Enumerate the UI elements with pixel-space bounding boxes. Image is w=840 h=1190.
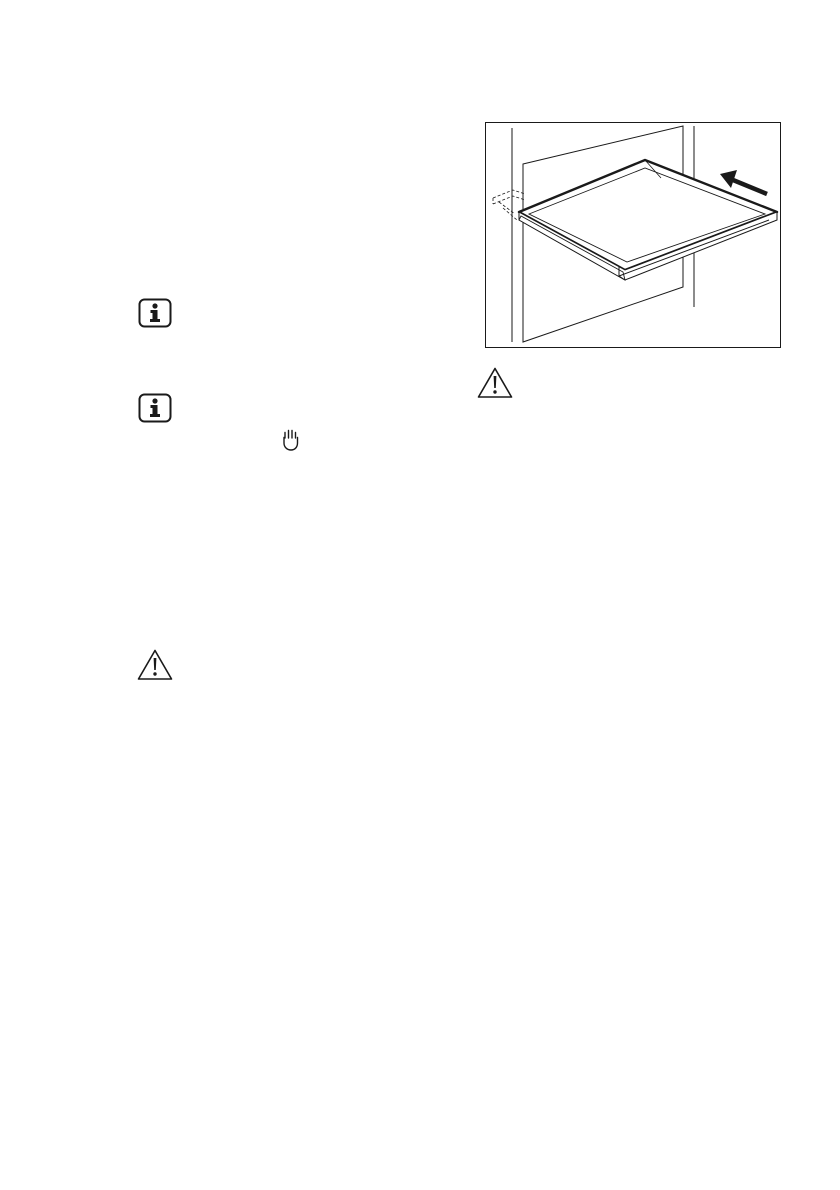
baking-tray-illustration <box>485 122 781 348</box>
info-icon <box>138 393 172 423</box>
hand-touch-icon <box>281 428 301 452</box>
warning-triangle-icon <box>476 366 514 400</box>
info-icon <box>138 298 172 328</box>
warning-triangle-icon <box>136 648 174 682</box>
